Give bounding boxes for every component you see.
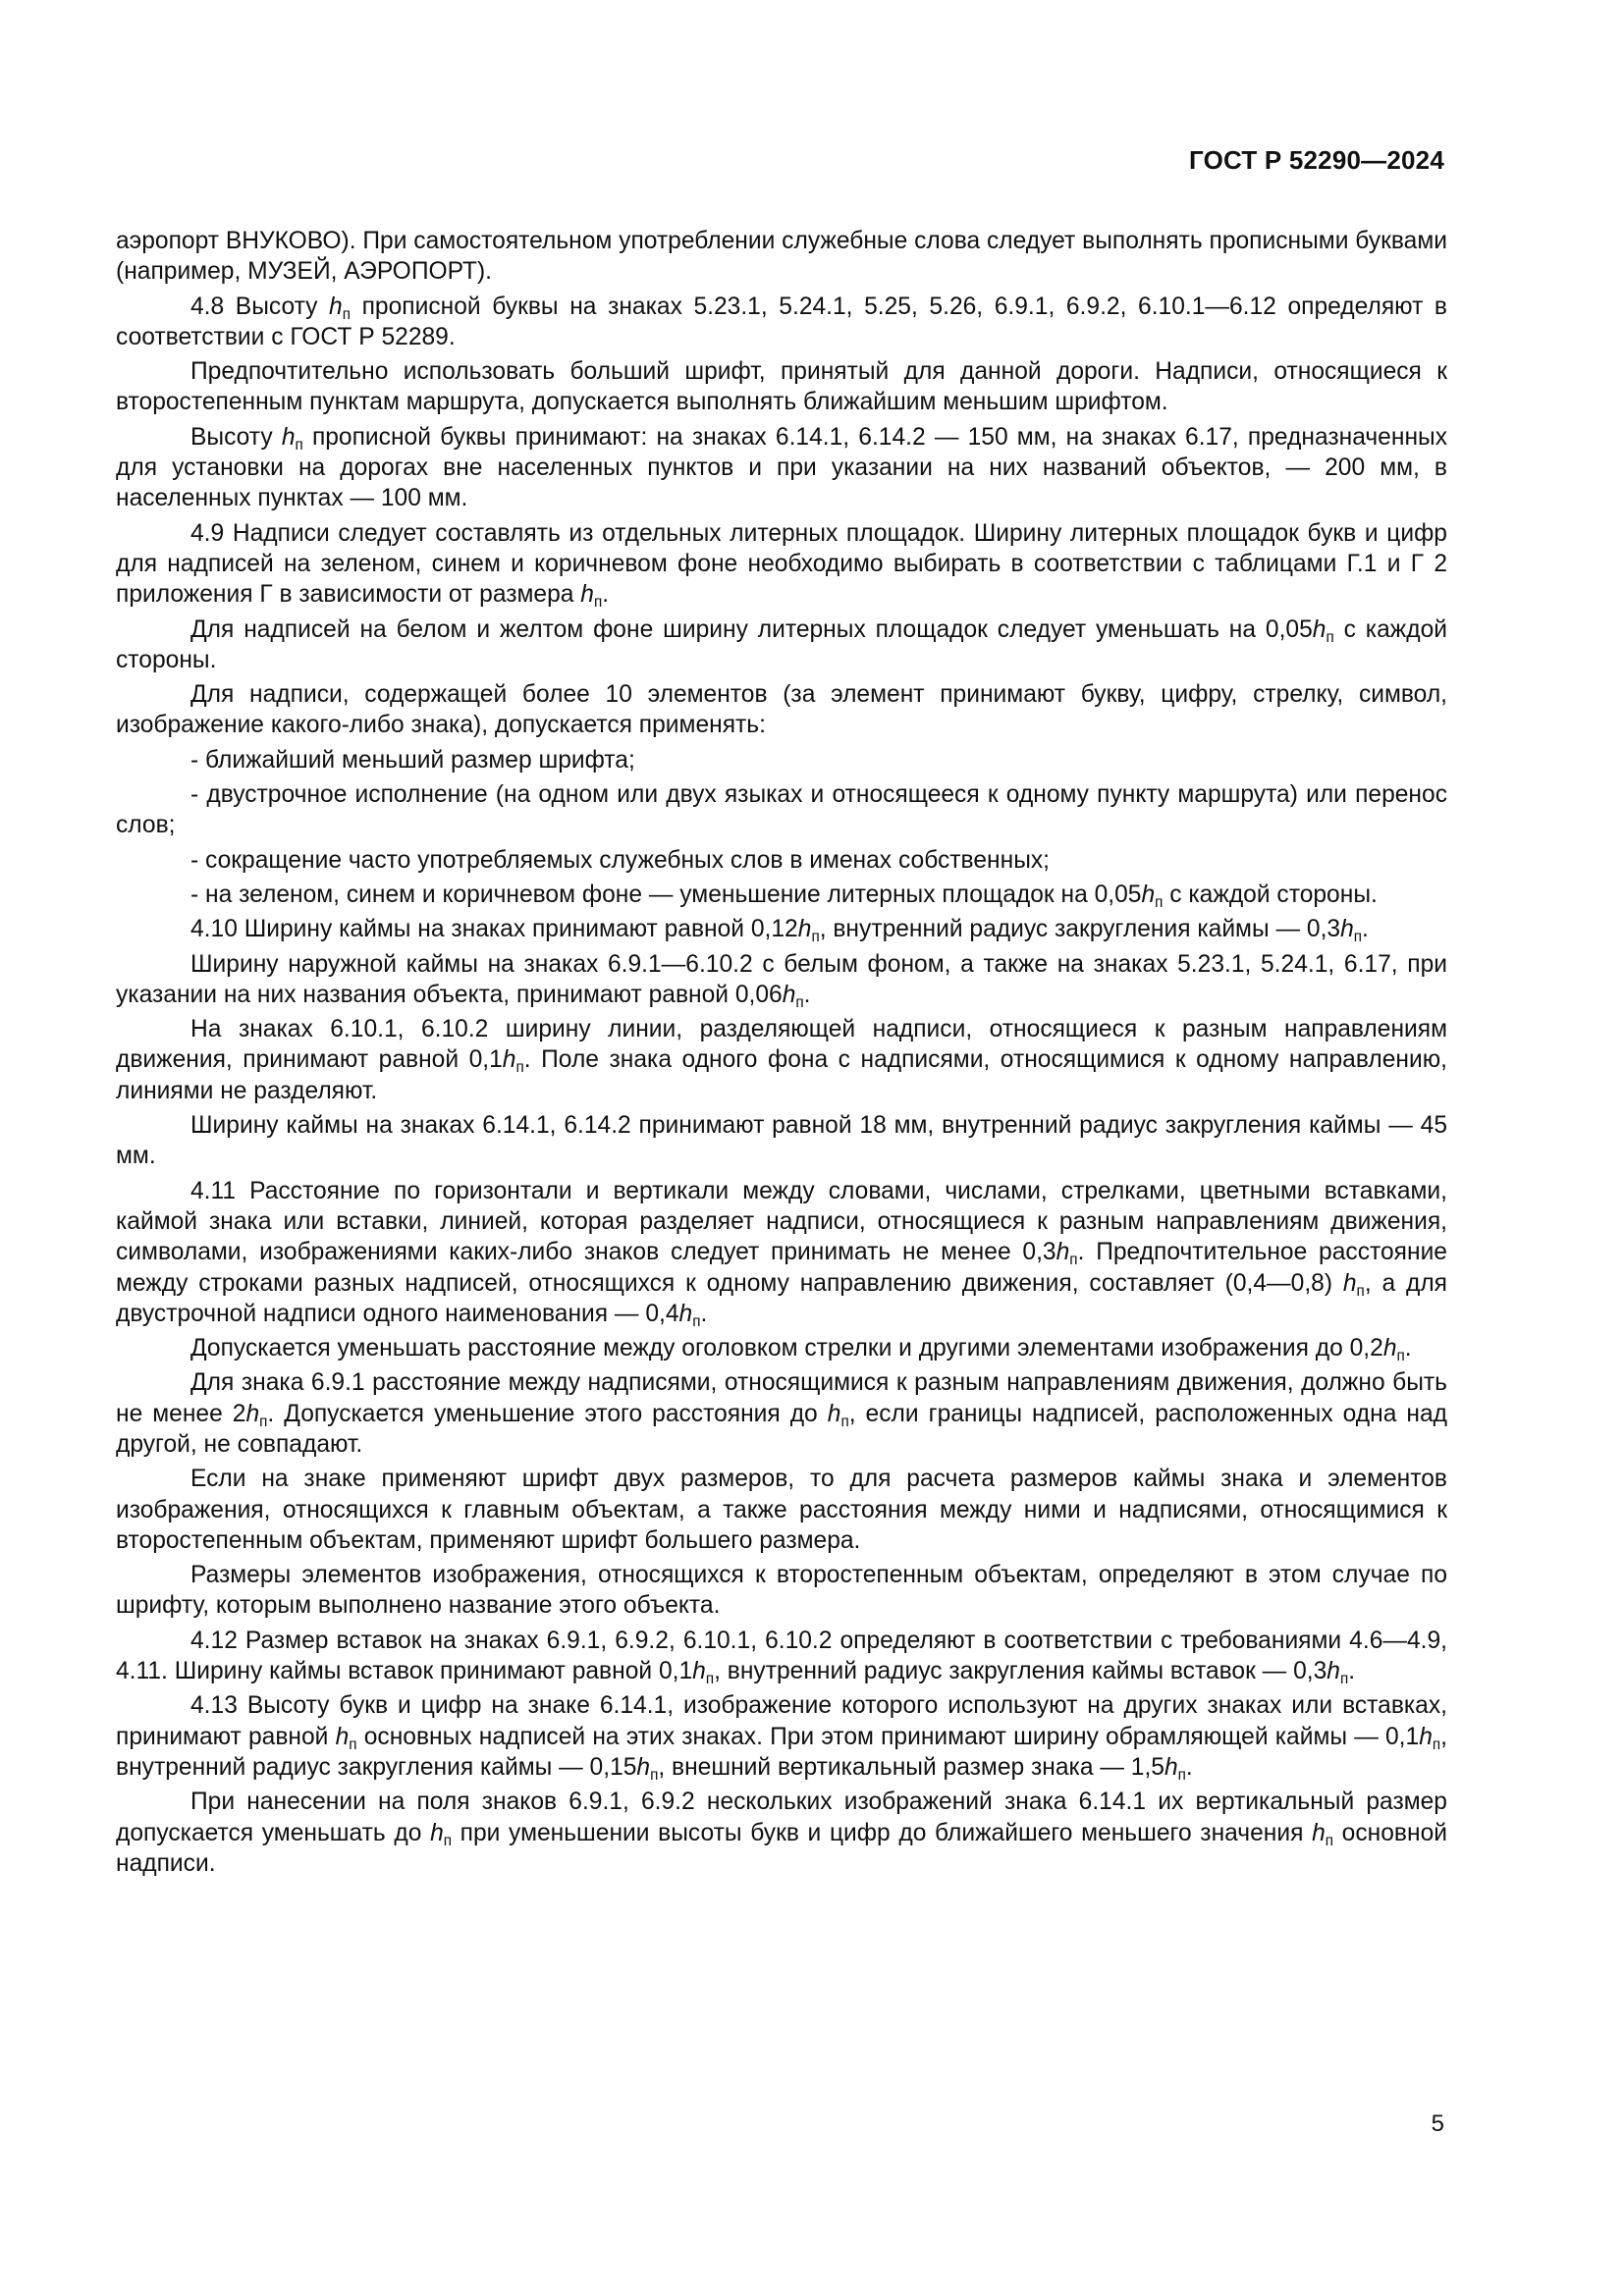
- symbol-base: h: [636, 1753, 651, 1781]
- symbol-subscript: п: [259, 1413, 268, 1430]
- text-run: .: [1185, 1753, 1193, 1781]
- symbol-base: h: [502, 1046, 516, 1074]
- paragraph: [116, 745, 1447, 775]
- symbol-base: h: [329, 293, 343, 320]
- text-run: - двустрочное исполнение (на одном или двух языках и относящееся к одному пункту маршрута) или перенос слов;: [116, 781, 1447, 839]
- symbol-subscript: п: [1396, 1347, 1405, 1364]
- paragraph: [116, 1787, 1447, 1879]
- text-run: Ширину каймы на знаках 6.14.1, 6.14.2 принимают равной 18 мм, внутренний радиус закругления каймы — 45 мм.: [116, 1112, 1447, 1170]
- paragraph: [116, 880, 1447, 910]
- paragraph: [116, 1560, 1447, 1622]
- text-run: 4.12 Размер вставок на знаках 6.9.1, 6.9.2, 6.10.1, 6.10.2 определяют в соответствии с требованиями 4.6—4.9, 4.11. Ширину каймы вставок принимают равной 0,1: [116, 1627, 1447, 1685]
- text-run: , а для двустрочной надписи одного наименования — 0,4: [116, 1269, 1447, 1327]
- paragraph: [116, 1626, 1447, 1687]
- text-run: Ширину наружной каймы на знаках 6.9.1—6.10.2 с белым фоном, а также на знаках 5.23.1, 5.24.1, 6.17, при указании на них названия объекта, принимают равной 0,06: [116, 950, 1447, 1008]
- paragraph: [116, 679, 1447, 741]
- symbol-base: h: [1164, 1753, 1178, 1781]
- symbol-subscript: п: [705, 1670, 715, 1687]
- text-run: прописной буквы принимают: на знаках 6.14.1, 6.14.2 — 150 мм, на знаках 6.17, предназначенных для установки на дорогах вне населенных пунктов и при указании на них названий объектов, — 200 мм, в населенных пунктах — 100 мм.: [116, 423, 1447, 512]
- letter-height-symbol: [430, 1819, 453, 1849]
- symbol-subscript: п: [1356, 1282, 1365, 1300]
- text-run: 4.8 Высоту: [190, 293, 330, 320]
- symbol-base: h: [580, 581, 594, 609]
- symbol-subscript: п: [840, 1413, 849, 1430]
- paragraph: [116, 518, 1447, 611]
- text-run: . Предпочтительное расстояние между строками разных надписей, относящихся к одному направлению движения, составляет (0,4—0,8): [116, 1239, 1447, 1297]
- paragraph: [116, 1176, 1447, 1329]
- paragraph: [116, 292, 1447, 353]
- symbol-subscript: п: [1353, 929, 1363, 946]
- text-run: , внутренний радиус закругления каймы вставок — 0,3: [714, 1658, 1327, 1685]
- paragraph: [116, 422, 1447, 514]
- paragraph: [116, 1367, 1447, 1460]
- text-run: .: [700, 1300, 708, 1327]
- paragraph: [116, 914, 1447, 944]
- text-run: , если границы надписей, расположенных одна над другой, не совпадают.: [116, 1400, 1447, 1458]
- symbol-base: h: [678, 1300, 693, 1327]
- text-run: 4.13 Высоту букв и цифр на знаке 6.14.1, изображение которого используют на других знаках или вставках, принимают равной: [116, 1692, 1447, 1750]
- paragraph: [116, 1690, 1447, 1783]
- text-run: .: [803, 981, 811, 1008]
- symbol-base: h: [827, 1400, 841, 1427]
- symbol-base: h: [797, 916, 812, 943]
- text-run: с каждой стороны.: [116, 615, 1447, 673]
- letter-height-symbol: [1383, 1335, 1405, 1362]
- letter-height-symbol: [329, 293, 351, 323]
- symbol-base: h: [1342, 1269, 1357, 1297]
- symbol-base: h: [1340, 916, 1354, 943]
- letter-height-symbol: [827, 1400, 849, 1430]
- text-run: основной надписи.: [116, 1819, 1447, 1877]
- text-run: .: [602, 581, 610, 609]
- symbol-subscript: п: [342, 305, 351, 323]
- symbol-subscript: п: [795, 993, 804, 1011]
- symbol-base: h: [430, 1819, 444, 1846]
- text-run: прописной буквы на знаках 5.23.1, 5.24.1, 5.25, 5.26, 6.9.1, 6.9.2, 6.10.1—6.12 определяют в соответствии с ГОСТ Р 52289.: [116, 293, 1448, 350]
- symbol-subscript: п: [650, 1766, 659, 1784]
- symbol-subscript: п: [1069, 1252, 1078, 1269]
- text-run: , внутренний радиус закругления каймы — 0,15: [116, 1723, 1447, 1781]
- text-run: - ближайший меньший размер шрифта;: [190, 746, 635, 774]
- symbol-subscript: п: [515, 1059, 524, 1077]
- letter-height-symbol: [1340, 916, 1363, 946]
- symbol-base: h: [692, 1658, 706, 1685]
- symbol-subscript: п: [1155, 893, 1164, 911]
- letter-height-symbol: [678, 1300, 701, 1330]
- paragraph: [116, 356, 1447, 418]
- text-run: с каждой стороны.: [1163, 881, 1378, 908]
- symbol-subscript: п: [349, 1735, 357, 1753]
- text-run: Высоту: [190, 423, 282, 451]
- letter-height-symbol: [1326, 1658, 1349, 1687]
- text-run: Если на знаке применяют шрифт двух размеров, то для расчета размеров каймы знака и элементов изображения, относящихся к главным объектам, а также расстояния между ними и надписями, относящимися к второстепенным объектам, применяют шрифт большего размера.: [116, 1466, 1447, 1554]
- text-run: 4.9 Надписи следует составлять из отдельных литерных площадок. Ширину литерных площадок букв и цифр для надписей на зеленом, синем и коричневом фоне необходимо выбирать в соответствии с таблицами Г.1 и Г 2 приложения Г в зависимости от размера: [116, 519, 1447, 609]
- letter-height-symbol: [797, 916, 820, 946]
- symbol-subscript: п: [1339, 1670, 1349, 1687]
- symbol-base: h: [1312, 1819, 1326, 1846]
- document-code-header: ГОСТ Р 52290—2024: [1189, 145, 1444, 175]
- text-run: .: [1348, 1658, 1356, 1685]
- symbol-subscript: п: [811, 929, 820, 946]
- page-number: 5: [1431, 2110, 1444, 2137]
- paragraph: [116, 1464, 1447, 1556]
- symbol-base: h: [335, 1723, 350, 1750]
- letter-height-symbol: [636, 1753, 659, 1784]
- symbol-subscript: п: [1326, 628, 1334, 646]
- text-run: Для знака 6.9.1 расстояние между надписями, относящимися к разным направлениям движения, должно быть не менее 2: [116, 1369, 1447, 1427]
- letter-height-symbol: [1141, 881, 1164, 911]
- text-run: 4.10 Ширину каймы на знаках принимают равной 0,12: [190, 916, 798, 943]
- letter-height-symbol: [281, 423, 303, 454]
- document-body: [116, 226, 1447, 1879]
- paragraph: [116, 614, 1447, 676]
- symbol-subscript: п: [443, 1832, 453, 1849]
- symbol-base: h: [1419, 1723, 1433, 1750]
- letter-height-symbol: [1342, 1269, 1365, 1300]
- symbol-base: h: [782, 981, 796, 1008]
- paragraph: [116, 1333, 1447, 1363]
- letter-height-symbol: [1312, 615, 1334, 646]
- paragraph: [116, 226, 1447, 288]
- text-run: , внешний вертикальный размер знака — 1,5: [658, 1753, 1164, 1781]
- symbol-subscript: п: [1177, 1766, 1186, 1784]
- text-run: , внутренний радиус закругления каймы — 0,3: [819, 916, 1341, 943]
- letter-height-symbol: [245, 1400, 268, 1430]
- paragraph: [116, 949, 1447, 1011]
- text-run: . Допускается уменьшение этого расстояния до: [267, 1400, 828, 1427]
- letter-height-symbol: [1164, 1753, 1186, 1784]
- letter-height-symbol: [1419, 1723, 1441, 1753]
- paragraph: [116, 845, 1447, 876]
- text-run: При нанесении на поля знаков 6.9.1, 6.9.2 нескольких изображений знака 6.14.1 их вертикальный размер допускается уменьшать до: [116, 1789, 1447, 1846]
- symbol-subscript: п: [1432, 1735, 1441, 1753]
- text-run: Размеры элементов изображения, относящихся к второстепенным объектам, определяют в этом случае по шрифту, которым выполнено название этого объекта.: [116, 1562, 1447, 1620]
- letter-height-symbol: [580, 581, 603, 612]
- symbol-base: h: [1056, 1239, 1070, 1266]
- symbol-subscript: п: [1325, 1832, 1334, 1849]
- text-run: Предпочтительно использовать больший шрифт, принятый для данной дороги. Надписи, относящиеся к второстепенным пунктам маршрута, допускается выполнять ближайшим меньшим шрифтом.: [116, 358, 1447, 416]
- text-run: .: [1404, 1335, 1412, 1362]
- paragraph: [116, 1110, 1447, 1172]
- text-run: - на зеленом, синем и коричневом фоне — уменьшение литерных площадок на 0,05: [190, 881, 1142, 908]
- symbol-base: h: [1382, 1335, 1397, 1362]
- text-run: .: [1362, 916, 1369, 943]
- symbol-base: h: [1312, 615, 1326, 643]
- symbol-subscript: п: [593, 594, 603, 612]
- symbol-base: h: [245, 1400, 260, 1427]
- paragraph: [116, 1014, 1447, 1106]
- text-run: при уменьшении высоты букв и цифр до ближайшего меньшего значения: [452, 1819, 1313, 1846]
- paragraph: [116, 779, 1447, 841]
- text-run: - сокращение часто употребляемых служебных слов в именах собственных;: [190, 846, 1050, 874]
- text-run: основных надписей на этих знаках. При этом принимают ширину обрамляющей каймы — 0,1: [356, 1723, 1420, 1750]
- symbol-base: h: [281, 423, 296, 451]
- text-run: Допускается уменьшать расстояние между оголовком стрелки и другими элементами изображения до 0,2: [190, 1335, 1383, 1362]
- text-run: Для надписей на белом и желтом фоне ширину литерных площадок следует уменьшать на 0,05: [190, 615, 1313, 643]
- text-run: Для надписи, содержащей более 10 элементов (за элемент принимают букву, цифру, стрелку, символ, изображение какого-либо знака), допускается применять:: [116, 681, 1447, 739]
- letter-height-symbol: [1056, 1239, 1078, 1269]
- symbol-base: h: [1141, 881, 1156, 908]
- text-run: . Поле знака одного фона с надписями, относящимися к одному направлению, линиями не разделяют.: [116, 1046, 1447, 1104]
- text-run: аэропорт ВНУКОВО). При самостоятельном употреблении служебные слова следует выполнять прописными буквами (например, МУЗЕЙ, АЭРОПОРТ).: [116, 228, 1447, 286]
- letter-height-symbol: [782, 981, 804, 1011]
- letter-height-symbol: [502, 1046, 524, 1077]
- letter-height-symbol: [692, 1658, 715, 1687]
- symbol-base: h: [1326, 1658, 1340, 1685]
- symbol-subscript: п: [295, 436, 303, 454]
- text-run: На знаках 6.10.1, 6.10.2 ширину линии, разделяющей надписи, относящиеся к разным направлениям движения, принимают равной 0,1: [116, 1016, 1447, 1074]
- text-run: 4.11 Расстояние по горизонтали и вертикали между словами, числами, стрелками, цветными вставками, каймой знака или вставки, линией, которая разделяет надписи, относящиеся к разным направлениям движения, символами, изображениями каких-либо знаков следует принимать не менее 0,3: [116, 1177, 1447, 1266]
- symbol-subscript: п: [692, 1312, 701, 1330]
- letter-height-symbol: [335, 1723, 357, 1753]
- letter-height-symbol: [1312, 1819, 1334, 1849]
